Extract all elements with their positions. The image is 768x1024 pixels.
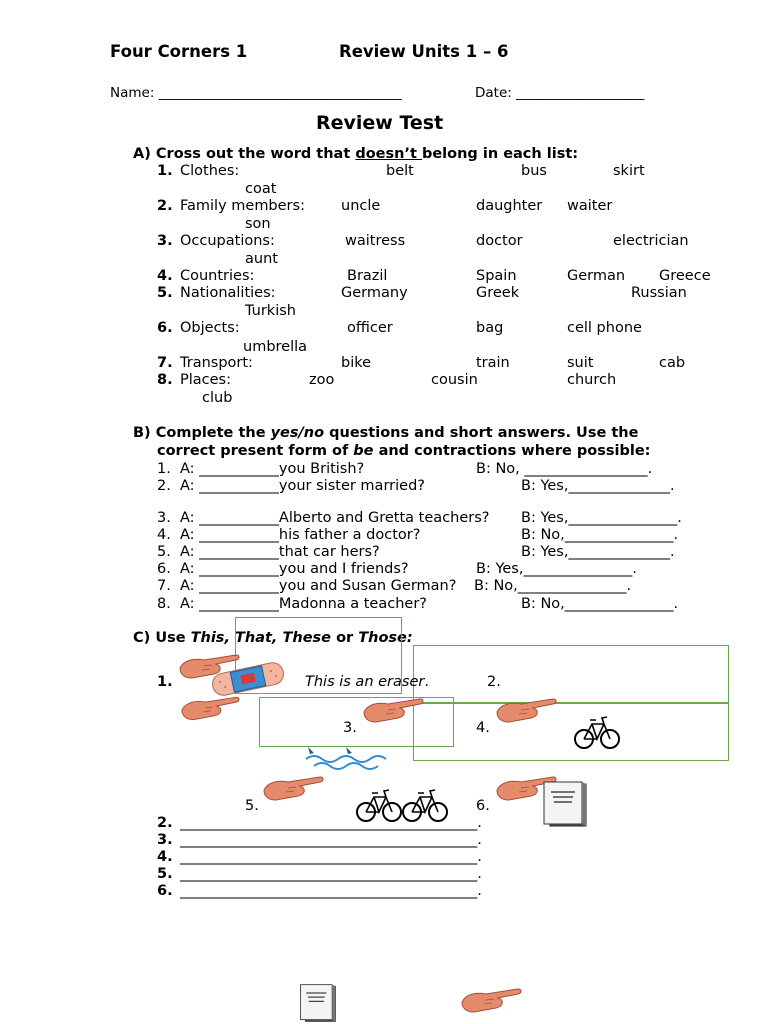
instr-text: or bbox=[336, 630, 359, 646]
word-option[interactable]: bag bbox=[476, 320, 504, 336]
word-option[interactable]: officer bbox=[347, 320, 393, 336]
word-option[interactable]: suit bbox=[567, 355, 594, 371]
word-option[interactable]: club bbox=[202, 390, 233, 406]
instr-text: correct present form of bbox=[157, 443, 354, 459]
item-category: Family members: bbox=[180, 198, 305, 214]
question-a[interactable]: A: ___________you and Susan German? bbox=[180, 578, 457, 594]
word-option[interactable]: cousin bbox=[431, 372, 478, 388]
word-these: These bbox=[282, 630, 337, 646]
item-number: 8. bbox=[157, 372, 173, 388]
item-category: Nationalities: bbox=[180, 285, 276, 301]
item-number: 6. bbox=[157, 320, 173, 336]
word-option[interactable]: bike bbox=[341, 355, 372, 371]
word-option[interactable]: waitress bbox=[345, 233, 406, 249]
instr-text-end: belong in each list: bbox=[421, 146, 579, 162]
word-option[interactable]: daughter bbox=[476, 198, 543, 214]
word-option[interactable]: Turkish bbox=[245, 303, 296, 319]
example-text: This is an eraser bbox=[305, 674, 425, 690]
pointing-hand-icon bbox=[495, 693, 557, 725]
pointing-hand-icon bbox=[262, 770, 324, 804]
section-a-label: A) bbox=[133, 146, 156, 162]
item-number: 5. bbox=[157, 285, 173, 301]
picture-number: 6. bbox=[476, 798, 490, 814]
word-option[interactable]: coat bbox=[245, 181, 277, 197]
answer-b[interactable]: B: Yes,______________. bbox=[521, 544, 675, 560]
instr-italic: yes/no bbox=[270, 425, 325, 441]
word-option[interactable]: electrician bbox=[613, 233, 689, 249]
item-category: Places: bbox=[180, 372, 231, 388]
word-option[interactable]: bus bbox=[521, 163, 547, 179]
answer-number: 5. bbox=[157, 866, 173, 882]
word-option[interactable]: church bbox=[567, 372, 617, 388]
word-option[interactable]: cell phone bbox=[567, 320, 642, 336]
question-a[interactable]: A: ___________his father a doctor? bbox=[180, 527, 421, 543]
item-category: Clothes: bbox=[180, 163, 240, 179]
answer-line[interactable]: _________________________________________. bbox=[180, 832, 482, 848]
example-period: . bbox=[424, 674, 429, 690]
date-field[interactable]: Date: ___________________ bbox=[475, 85, 645, 101]
instr-text: Complete the bbox=[155, 425, 271, 441]
item-number: 7. bbox=[157, 355, 173, 371]
instr-text: Use bbox=[155, 630, 191, 646]
answer-line[interactable]: _________________________________________. bbox=[180, 866, 482, 882]
section-b-instructions bbox=[133, 425, 638, 441]
word-option[interactable]: train bbox=[476, 355, 510, 371]
answer-b[interactable]: B: No,_______________. bbox=[474, 578, 632, 594]
answer-b[interactable]: B: Yes,_______________. bbox=[476, 561, 637, 577]
picture-number: 5. bbox=[245, 798, 259, 814]
question-a[interactable]: A: ___________that car hers? bbox=[180, 544, 380, 560]
word-that: That, bbox=[235, 630, 283, 646]
section-a-instructions bbox=[133, 146, 578, 162]
question-number: 4. bbox=[157, 527, 171, 543]
answer-b[interactable]: B: No,_______________. bbox=[521, 527, 679, 543]
instr-italic: be bbox=[353, 443, 374, 459]
answer-number: 6. bbox=[157, 883, 173, 899]
word-option[interactable]: cab bbox=[659, 355, 686, 371]
picture-number: 2. bbox=[487, 674, 501, 690]
question-a[interactable]: A: ___________Alberto and Gretta teachers? bbox=[180, 510, 490, 526]
section-b-instructions-2 bbox=[157, 443, 650, 459]
section-b-label: B) bbox=[133, 425, 156, 441]
word-this: This, bbox=[190, 630, 235, 646]
word-option[interactable]: belt bbox=[386, 163, 414, 179]
picture-frame bbox=[413, 703, 729, 761]
question-number: 5. bbox=[157, 544, 171, 560]
answer-line[interactable]: _________________________________________. bbox=[180, 849, 482, 865]
question-number: 1. bbox=[157, 461, 171, 477]
answer-line[interactable]: _________________________________________. bbox=[180, 883, 482, 899]
question-number: 8. bbox=[157, 596, 171, 612]
word-option[interactable]: Russian bbox=[631, 285, 687, 301]
page-title: Review Test bbox=[316, 112, 444, 134]
picture-number: 4. bbox=[476, 720, 490, 736]
item-number: 1. bbox=[157, 163, 173, 179]
instr-text: and contractions where possible: bbox=[373, 443, 651, 459]
item-number: 4. bbox=[157, 268, 173, 284]
word-option[interactable]: aunt bbox=[245, 251, 278, 267]
question-a[interactable]: A: ___________your sister married? bbox=[180, 478, 425, 494]
units-title: Review Units 1 – 6 bbox=[339, 42, 509, 61]
question-number: 3. bbox=[157, 510, 171, 526]
question-a[interactable]: A: ___________you British? bbox=[180, 461, 365, 477]
question-number: 6. bbox=[157, 561, 171, 577]
dictionary-icon bbox=[295, 983, 341, 1023]
word-option[interactable]: umbrella bbox=[243, 339, 308, 355]
answer-number: 4. bbox=[157, 849, 173, 865]
answer-b[interactable]: B: Yes,_______________. bbox=[521, 510, 682, 526]
picture-number: 3. bbox=[343, 720, 357, 736]
bicycle-icon bbox=[574, 712, 620, 752]
item-number: 2. bbox=[157, 198, 173, 214]
picture-frame bbox=[413, 645, 729, 703]
answer-b[interactable]: B: No, _________________. bbox=[476, 461, 653, 477]
answer-number: 2. bbox=[157, 815, 173, 831]
question-number: 7. bbox=[157, 578, 171, 594]
instr-underlined: doesn’t bbox=[355, 146, 422, 162]
answer-b[interactable]: B: Yes,______________. bbox=[521, 478, 675, 494]
word-option[interactable]: son bbox=[245, 216, 271, 232]
word-option[interactable]: zoo bbox=[309, 372, 335, 388]
book-title: Four Corners 1 bbox=[110, 42, 248, 61]
question-a[interactable]: A: ___________Madonna a teacher? bbox=[180, 596, 427, 612]
water-icon bbox=[300, 745, 396, 771]
word-option[interactable]: skirt bbox=[613, 163, 645, 179]
word-option[interactable]: Spain bbox=[476, 268, 517, 284]
question-a[interactable]: A: ___________you and I friends? bbox=[180, 561, 409, 577]
dictionary-icon bbox=[540, 780, 590, 828]
name-field[interactable]: Name: ____________________________________ bbox=[110, 85, 402, 101]
section-c-label: C) bbox=[133, 630, 156, 646]
word-option[interactable]: Brazil bbox=[347, 268, 388, 284]
item-number: 3. bbox=[157, 233, 173, 249]
instr-text: Cross out the word that bbox=[155, 146, 356, 162]
example-number: 1. bbox=[157, 674, 173, 690]
pointing-hand-icon bbox=[362, 693, 424, 725]
example-answer bbox=[305, 674, 429, 690]
pointing-hand-icon bbox=[460, 982, 522, 1016]
answer-number: 3. bbox=[157, 832, 173, 848]
word-option[interactable]: uncle bbox=[341, 198, 381, 214]
word-option[interactable]: doctor bbox=[476, 233, 523, 249]
word-option[interactable]: German bbox=[567, 268, 626, 284]
answer-b[interactable]: B: No,_______________. bbox=[521, 596, 679, 612]
question-number: 2. bbox=[157, 478, 171, 494]
word-option[interactable]: Greece bbox=[659, 268, 711, 284]
item-category: Objects: bbox=[180, 320, 240, 336]
answer-line[interactable]: _________________________________________. bbox=[180, 815, 482, 831]
word-those: Those: bbox=[358, 630, 413, 646]
bandage-icon bbox=[208, 660, 288, 698]
word-option[interactable]: Germany bbox=[341, 285, 408, 301]
item-category: Occupations: bbox=[180, 233, 275, 249]
item-category: Countries: bbox=[180, 268, 255, 284]
word-option[interactable]: waiter bbox=[567, 198, 613, 214]
instr-text: questions and short answers. Use the bbox=[324, 425, 639, 441]
word-option[interactable]: Greek bbox=[476, 285, 520, 301]
item-category: Transport: bbox=[180, 355, 253, 371]
